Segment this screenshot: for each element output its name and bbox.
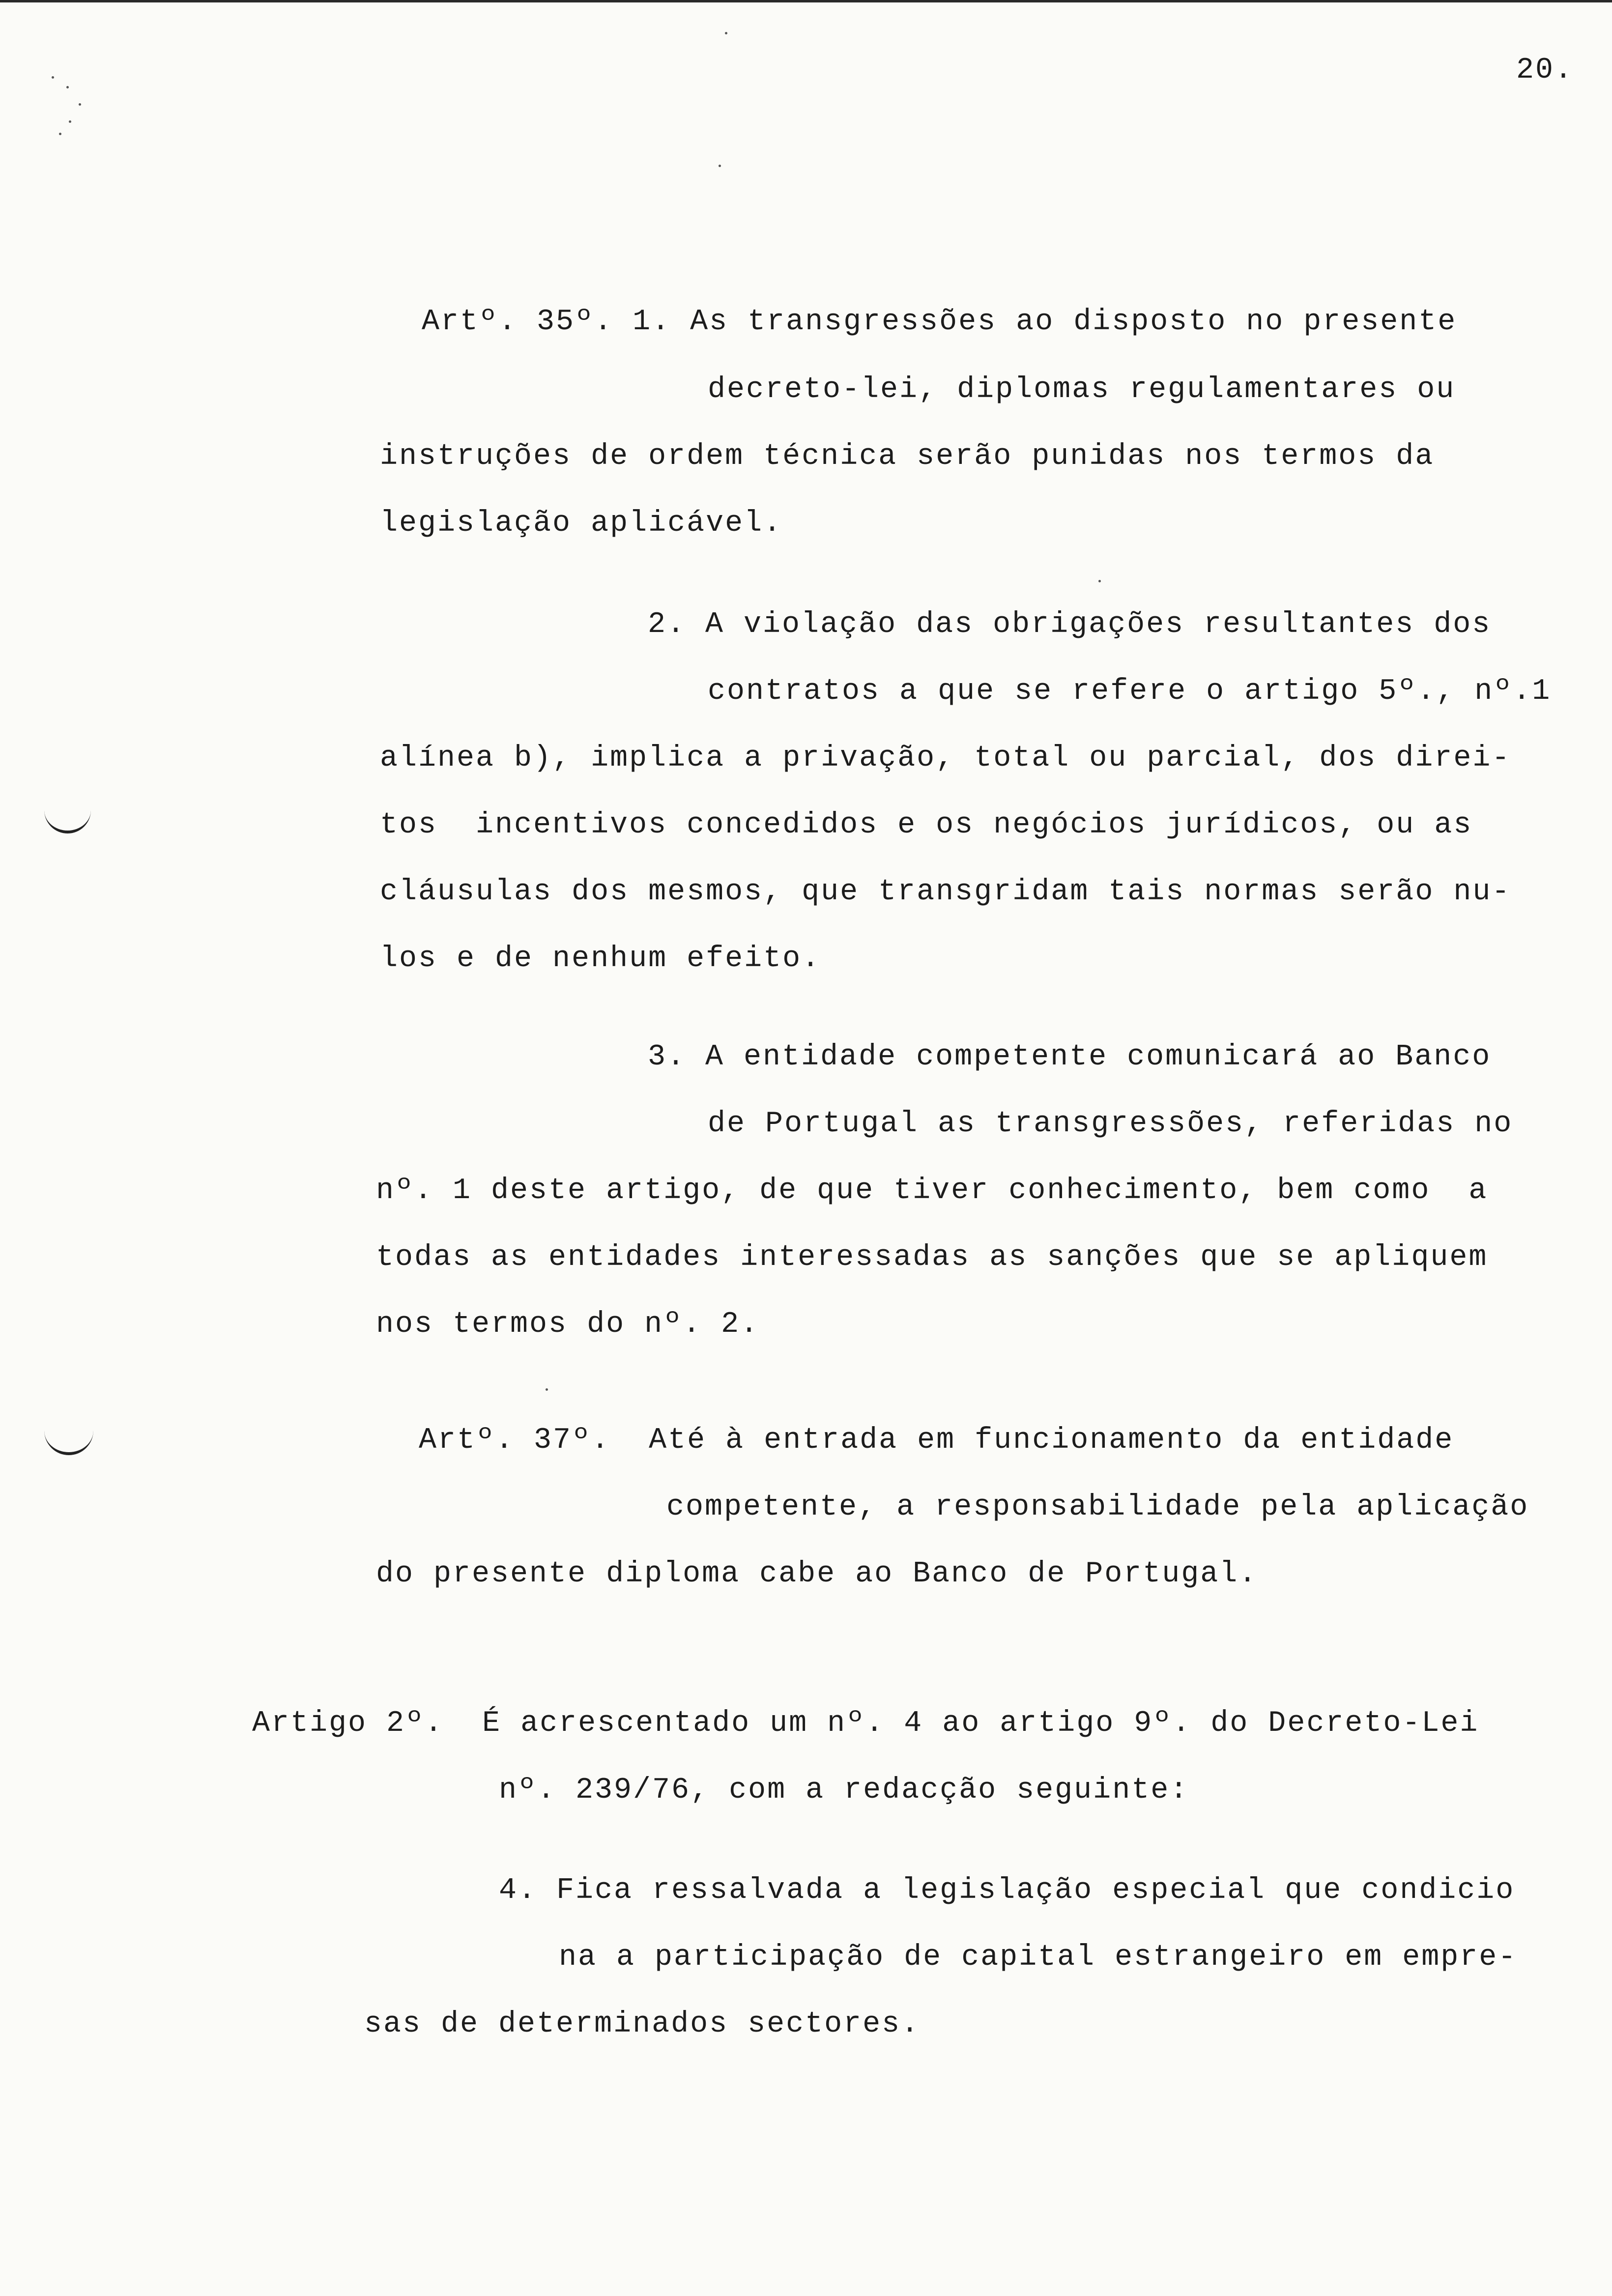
text-line: instruções de ordem técnica serão punidas nos termos da xyxy=(380,440,1435,473)
text-line: nº. 1 deste artigo, de que tiver conhecimento, bem como a xyxy=(376,1174,1488,1207)
text-line: Artigo 2º. É acrescentado um nº. 4 ao artigo 9º. do Decreto-Lei xyxy=(252,1707,1479,1740)
text-line: 4. Fica ressalvada a legislação especial que condicio xyxy=(499,1874,1515,1907)
text-line: alínea b), implica a privação, total ou parcial, dos direi- xyxy=(380,742,1511,775)
text-line: competente, a responsabilidade pela aplicação xyxy=(666,1491,1529,1524)
text-line: do presente diploma cabe ao Banco de Portugal. xyxy=(376,1557,1258,1591)
binding-mark xyxy=(44,1425,93,1455)
text-line: de Portugal as transgressões, referidas no xyxy=(708,1107,1513,1141)
text-line: 2. A violação das obrigações resultantes dos xyxy=(648,608,1492,641)
text-line: 3. A entidade competente comunicará ao Banco xyxy=(648,1040,1492,1074)
text-line: nº. 239/76, com a redacção seguinte: xyxy=(499,1774,1189,1807)
text-line: nos termos do nº. 2. xyxy=(376,1308,760,1341)
text-line: Artº. 35º. 1. As transgressões ao disposto no presente xyxy=(422,305,1457,339)
text-line: contratos a que se refere o artigo 5º., nº.1 xyxy=(708,675,1552,708)
text-line: tos incentivos concedidos e os negócios jurídicos, ou as xyxy=(380,808,1473,842)
scan-top-edge xyxy=(0,0,1612,2)
text-line: na a participação de capital estrangeiro em empre- xyxy=(559,1941,1518,1974)
binding-mark xyxy=(44,806,91,833)
text-line: Artº. 37º. Até à entrada em funcionamento da entidade xyxy=(419,1424,1454,1457)
text-line: los e de nenhum efeito. xyxy=(380,942,821,976)
page-number: 20. xyxy=(1516,54,1574,87)
text-line: todas as entidades interessadas as sanções que se apliquem xyxy=(376,1241,1488,1274)
text-line: legislação aplicável. xyxy=(380,507,783,540)
text-line: sas de determinados sectores. xyxy=(364,2008,921,2041)
text-line: decreto-lei, diplomas regulamentares ou xyxy=(708,373,1456,406)
text-line: cláusulas dos mesmos, que transgridam tais normas serão nu- xyxy=(380,875,1511,909)
